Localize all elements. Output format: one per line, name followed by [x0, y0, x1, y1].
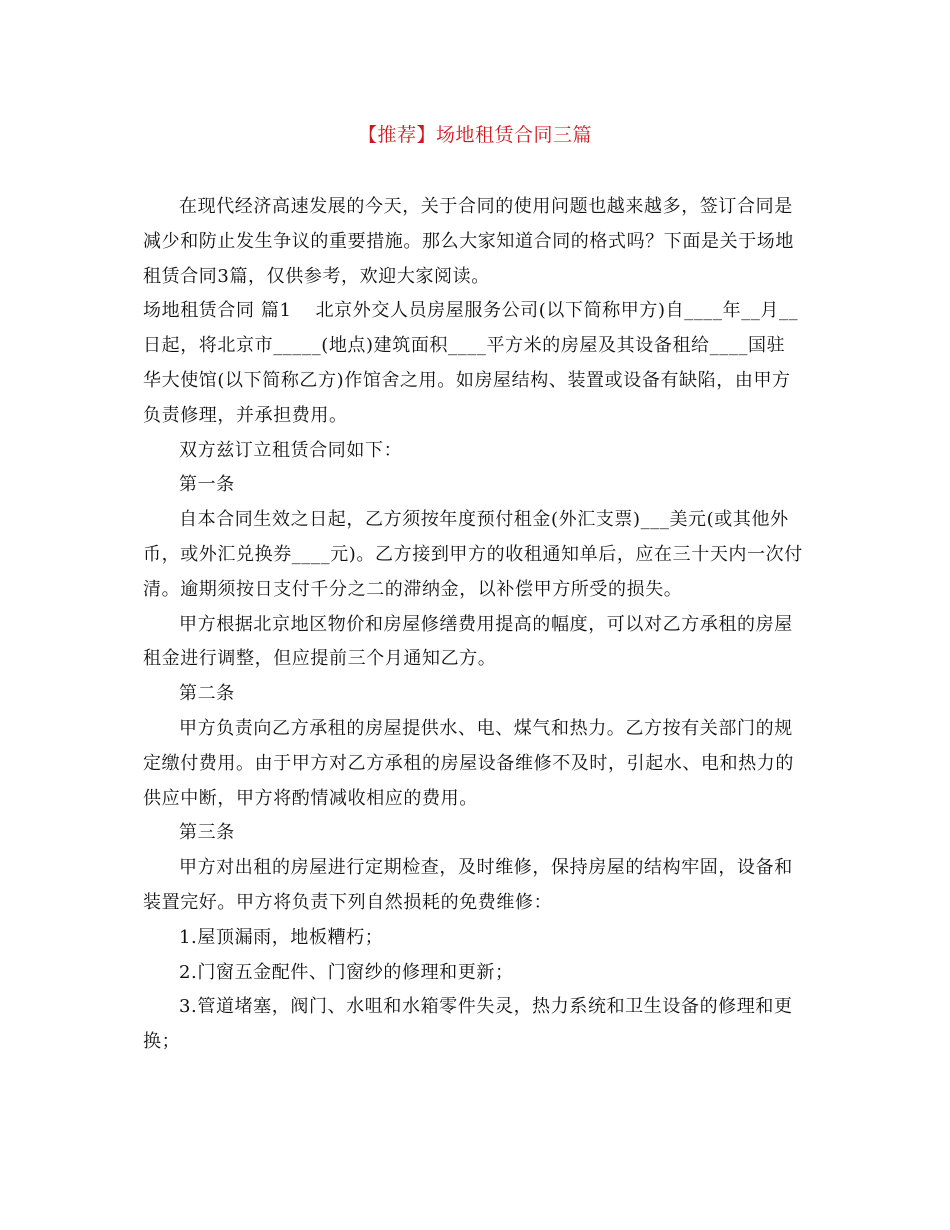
- article-1-heading: 第一条: [179, 474, 235, 496]
- list-item-1: 1.屋顶漏雨，地板糟朽；: [179, 926, 384, 948]
- section-label: 场地租赁合同 篇1: [143, 300, 292, 322]
- section-opening: 北京外交人员房屋服务公司(以下简称甲方)自____年__月__日起，将北京市_____(地点)建筑面积____平方米的房屋及其设备租给____国驻华大使馆(以下简称乙方)作馆舍之用。如房屋结构、装置或设备有缺陷，由甲方负责修理，并承担费用。: [143, 300, 799, 426]
- agreement-intro: 双方兹订立租赁合同如下：: [179, 439, 403, 461]
- intro-paragraph: 在现代经济高速发展的今天，关于合同的使用问题也越来越多，签订合同是减少和防止发生争议的重要措施。那么大家知道合同的格式吗？下面是关于场地租赁合同3篇，仅供参考，欢迎大家阅读。: [143, 196, 794, 287]
- list-item-3: 3.管道堵塞，阀门、水咀和水箱零件失灵，热力系统和卫生设备的修理和更换；: [143, 996, 793, 1053]
- article-2-paragraph-1: 甲方负责向乙方承租的房屋提供水、电、煤气和热力。乙方按有关部门的规定缴付费用。由于甲方对乙方承租的房屋设备维修不及时，引起水、电和热力的供应中断，甲方将酌情减收相应的费用。: [143, 717, 794, 809]
- document-body: [143, 190, 803, 1060]
- article-1-paragraph-1: 自本合同生效之日起，乙方须按年度预付租金(外汇支票)___美元(或其他外币，或外汇兑换券____元)。乙方接到甲方的收租通知单后，应在三十天内一次付清。逾期须按日支付千分之二的滞纳金，以补偿甲方所受的损失。: [143, 509, 803, 600]
- document-title: 【推荐】场地租赁合同三篇: [357, 124, 592, 146]
- article-3-paragraph-1: 甲方对出租的房屋进行定期检查，及时维修，保持房屋的结构牢固，设备和装置完好。甲方将负责下列自然损耗的免费维修：: [143, 857, 793, 913]
- article-2-heading: 第二条: [179, 683, 235, 705]
- section-paragraph: [143, 294, 803, 433]
- article-1-paragraph-2: 甲方根据北京地区物价和房屋修缮费用提高的幅度，可以对乙方承租的房屋租金进行调整，但应提前三个月通知乙方。: [143, 613, 793, 670]
- list-item-2: 2.门窗五金配件、门窗纱的修理和更新；: [179, 961, 514, 983]
- article-3-heading: 第三条: [179, 822, 235, 844]
